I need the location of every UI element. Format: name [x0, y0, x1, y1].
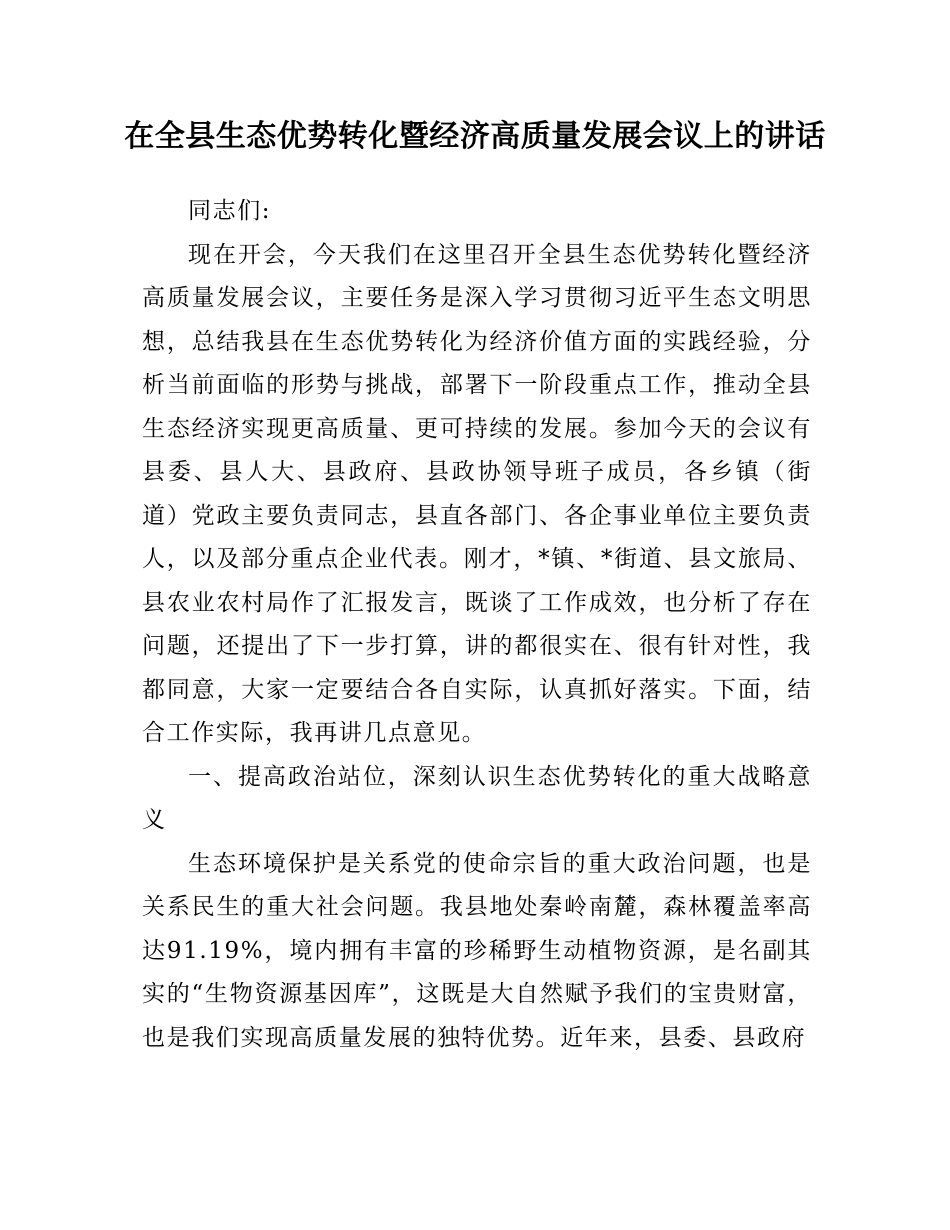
- document-body: [142, 190, 812, 1060]
- paragraph-section-1: 生态环境保护是关系党的使命宗旨的重大政治问题，也是关系民生的重大社会问题。我县地处秦岭南麓，森林覆盖率高达91.19%，境内拥有丰富的珍稀野生动植物资源，是名副其实的“生物资源基因库”，这既是大自然赋予我们的宝贵财富，也是我们实现高质量发展的独特优势。近年来，县委、县政府: [142, 850, 812, 1051]
- greeting: 同志们:: [188, 198, 272, 224]
- document-title: 在全县生态优势转化暨经济高质量发展会议上的讲话: [124, 119, 826, 154]
- paragraph-intro: 现在开会，今天我们在这里召开全县生态优势转化暨经济高质量发展会议，主要任务是深入学习贯彻习近平生态文明思想，总结我县在生态优势转化为经济价值方面的实践经验，分析当前面临的形势与挑战，部署下一阶段重点工作，推动全县生态经济实现更高质量、更可持续的发展。参加今天的会议有县委、县人大、县政府、县政协领导班子成员，各乡镇（街道）党政主要负责同志，县直各部门、各企事业单位主要负责人，以及部分重点企业代表。刚才，*镇、*街道、县文旅局、县农业农村局作了汇报发言，既谈了工作成效，也分析了存在问题，还提出了下一步打算，讲的都很实在、很有针对性，我都同意，大家一定要结合各自实际，认真抓好落实。下面，结合工作实际，我再讲几点意见。: [142, 241, 812, 746]
- section-heading-1: 一、提高政治站位，深刻认识生态优势转化的重大战略意义: [142, 763, 812, 833]
